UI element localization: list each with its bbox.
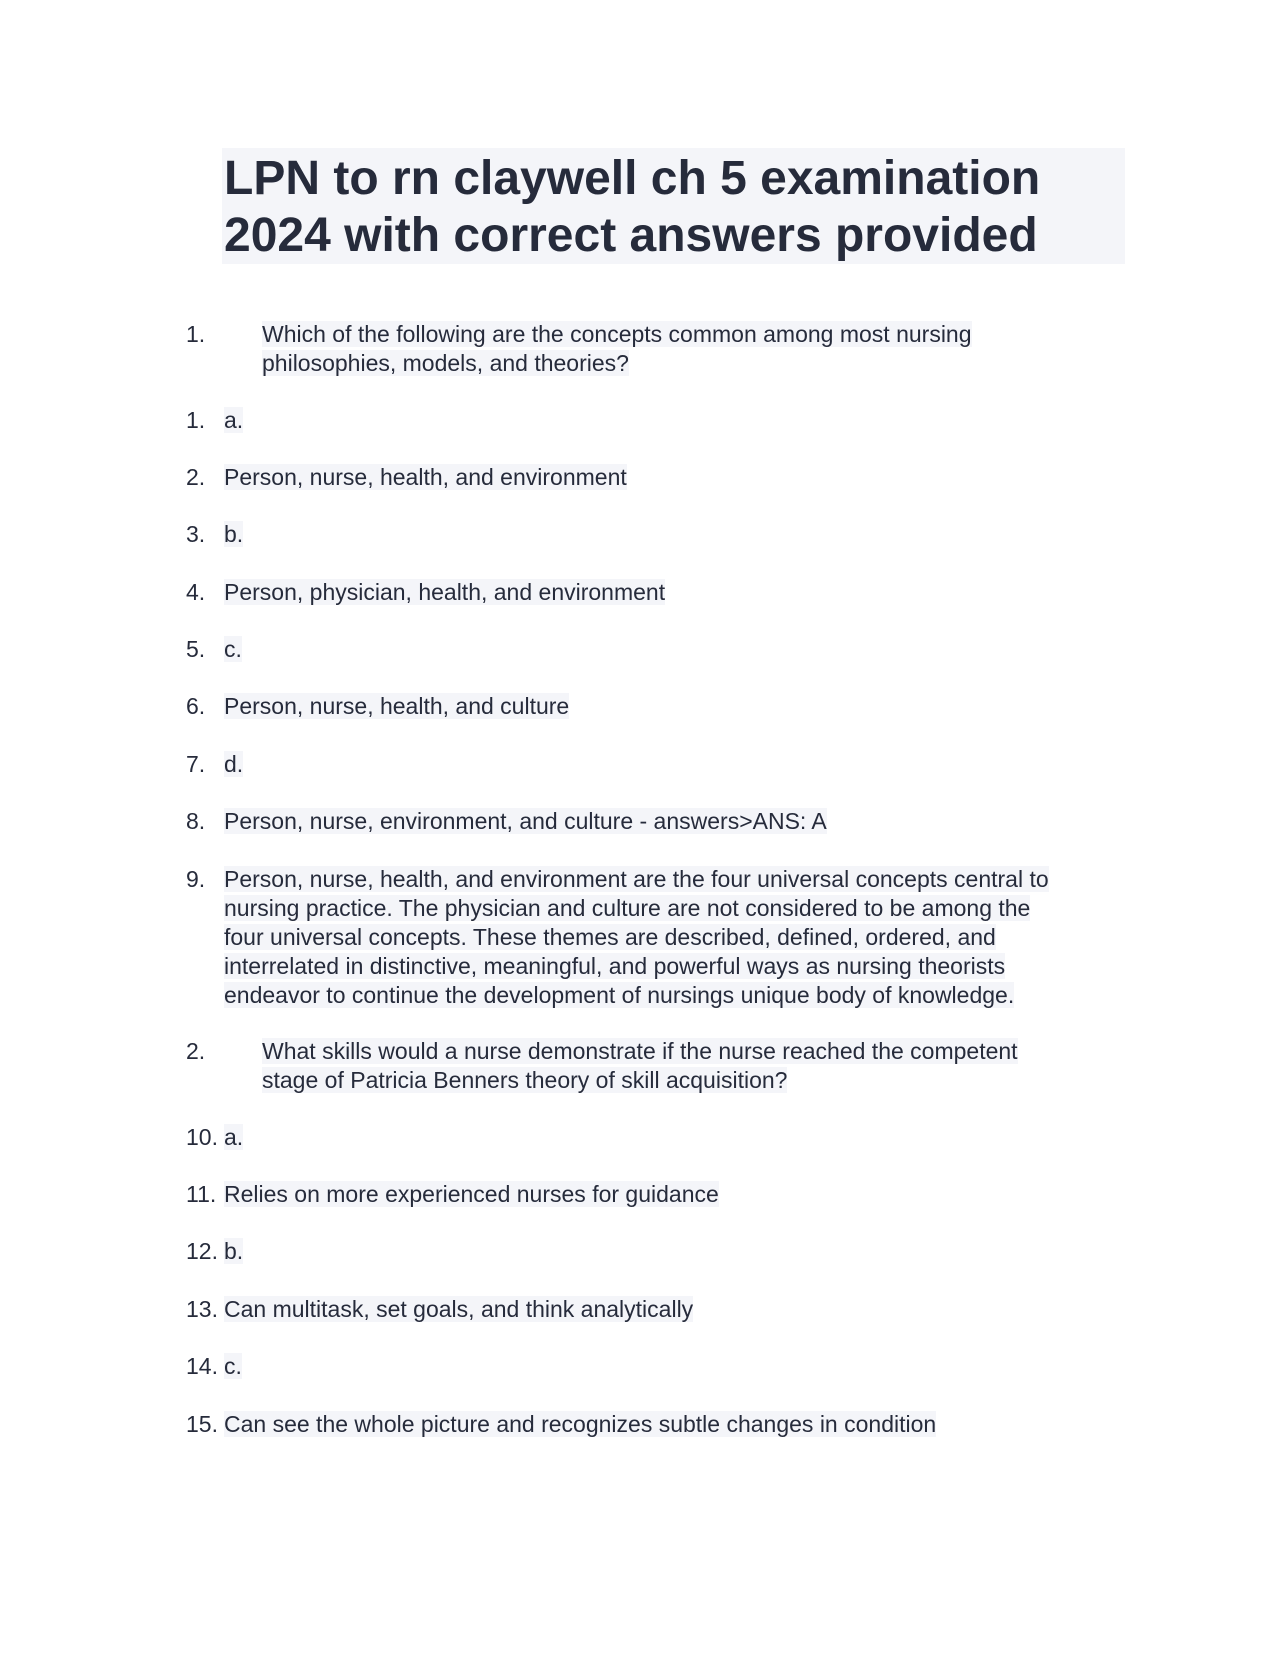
question-number: 2. xyxy=(186,1038,206,1064)
paragraph-line: interrelated in distinctive, meaningful, and powerful ways as nursing theorists xyxy=(224,953,1006,979)
question-text xyxy=(262,1037,1102,1095)
question-line: What skills would a nurse demonstrate if the nurse reached the competent xyxy=(262,1038,1018,1064)
list-item-number: 12. xyxy=(186,1238,218,1264)
list-item-text: Person, nurse, health, and culture xyxy=(224,693,570,719)
list-item-number: 1. xyxy=(186,407,206,433)
list-item-number: 8. xyxy=(186,808,206,834)
list-item-text: b. xyxy=(224,1238,244,1264)
explanation-paragraph xyxy=(224,865,1124,1010)
list-item-text: c. xyxy=(224,636,242,662)
list-item-number: 4. xyxy=(186,579,206,605)
list-item-number: 14. xyxy=(186,1353,218,1379)
list-item-number: 11. xyxy=(186,1181,217,1207)
title-block xyxy=(222,148,1125,264)
paragraph-line: nursing practice. The physician and culture are not considered to be among the xyxy=(224,895,1031,921)
list-item-number: 13. xyxy=(186,1296,218,1322)
list-item-number: 6. xyxy=(186,693,206,719)
list-item-text: a. xyxy=(224,1124,244,1150)
paragraph-line: endeavor to continue the development of nursings unique body of knowledge. xyxy=(224,982,1015,1008)
list-item-number: 10. xyxy=(186,1124,218,1150)
list-item-text: Can see the whole picture and recognizes subtle changes in condition xyxy=(224,1411,937,1437)
list-item-text: Relies on more experienced nurses for guidance xyxy=(224,1181,719,1207)
list-item-text: Person, physician, health, and environment xyxy=(224,579,666,605)
question-number: 1. xyxy=(186,321,206,347)
question-line: Which of the following are the concepts common among most nursing xyxy=(262,321,972,347)
list-item-text: c. xyxy=(224,1353,242,1379)
list-item-text: Person, nurse, health, and environment xyxy=(224,464,627,490)
list-item-text: b. xyxy=(224,521,244,547)
list-item-text: d. xyxy=(224,751,244,777)
list-item-number: 7. xyxy=(186,751,206,777)
paragraph-line: Person, nurse, health, and environment are the four universal concepts central to xyxy=(224,866,1049,892)
question-line: philosophies, models, and theories? xyxy=(262,350,629,376)
list-item-text: Can multitask, set goals, and think analytically xyxy=(224,1296,694,1322)
question-text xyxy=(262,320,1102,378)
list-item-number: 15. xyxy=(186,1411,218,1437)
paragraph-line: four universal concepts. These themes are described, defined, ordered, and xyxy=(224,924,996,950)
list-item-number: 2. xyxy=(186,464,206,490)
question-line: stage of Patricia Benners theory of skill acquisition? xyxy=(262,1067,788,1093)
title-line-2: 2024 with correct answers provided xyxy=(224,209,1038,262)
title-line-1: LPN to rn claywell ch 5 examination xyxy=(224,152,1041,205)
list-item-number: 9. xyxy=(186,866,206,892)
list-item-text: a. xyxy=(224,407,244,433)
list-item-number: 3. xyxy=(186,521,206,547)
list-item-text: Person, nurse, environment, and culture - answers>ANS: A xyxy=(224,808,827,834)
page-title xyxy=(222,148,1125,264)
list-item-number: 5. xyxy=(186,636,206,662)
